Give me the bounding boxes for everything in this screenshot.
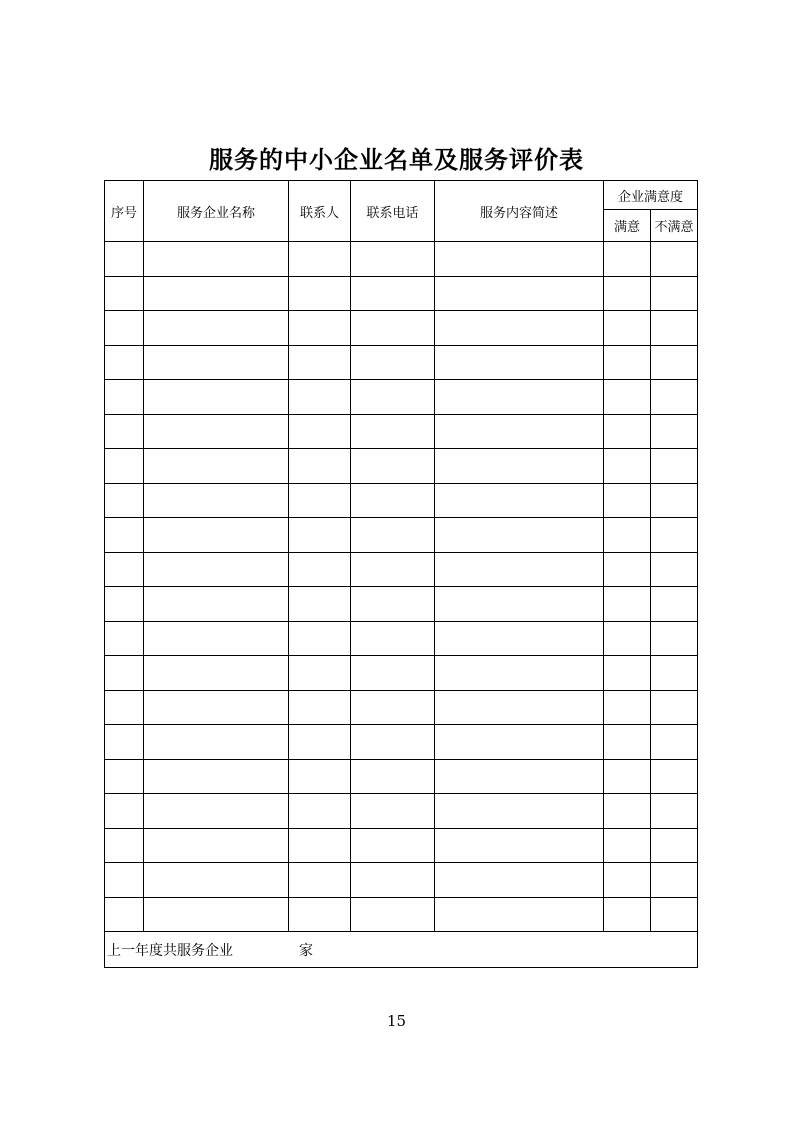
cell-contact-person[interactable] [289, 828, 351, 863]
cell-satisfied[interactable] [604, 759, 651, 794]
cell-contact-phone[interactable] [351, 276, 435, 311]
cell-service-desc[interactable] [435, 621, 604, 656]
page-title: 服务的中小企业名单及服务评价表 [209, 145, 584, 174]
cell-contact-person[interactable] [289, 656, 351, 691]
cell-seq[interactable] [105, 518, 144, 553]
cell-company-name[interactable] [144, 449, 289, 484]
cell-seq[interactable] [105, 414, 144, 449]
cell-unsatisfied[interactable] [651, 483, 698, 518]
cell-contact-person[interactable] [289, 587, 351, 622]
table-row [105, 725, 698, 760]
footer-prefix: 上一年度共服务企业 [107, 942, 233, 959]
evaluation-table [104, 180, 698, 968]
cell-unsatisfied[interactable] [651, 449, 698, 484]
page-number: 15 [386, 1012, 407, 1030]
cell-service-desc[interactable] [435, 414, 604, 449]
cell-satisfied[interactable] [604, 276, 651, 311]
cell-service-desc[interactable] [435, 483, 604, 518]
cell-satisfied[interactable] [604, 518, 651, 553]
cell-contact-phone[interactable] [351, 863, 435, 898]
cell-service-desc[interactable] [435, 276, 604, 311]
cell-contact-phone[interactable] [351, 552, 435, 587]
cell-contact-person[interactable] [289, 242, 351, 277]
cell-seq[interactable] [105, 587, 144, 622]
header-unsatisfied: 不满意 [651, 210, 698, 242]
cell-unsatisfied[interactable] [651, 242, 698, 277]
table-row [105, 759, 698, 794]
cell-unsatisfied[interactable] [651, 552, 698, 587]
cell-contact-person[interactable] [289, 414, 351, 449]
table-footer-row [105, 932, 698, 968]
cell-contact-person[interactable] [289, 794, 351, 829]
table-row [105, 380, 698, 415]
cell-seq[interactable] [105, 621, 144, 656]
cell-contact-phone[interactable] [351, 414, 435, 449]
cell-unsatisfied[interactable] [651, 311, 698, 346]
table-row [105, 242, 698, 277]
cell-seq[interactable] [105, 242, 144, 277]
cell-satisfied[interactable] [604, 656, 651, 691]
table-row [105, 449, 698, 484]
cell-contact-phone[interactable] [351, 897, 435, 932]
cell-service-desc[interactable] [435, 242, 604, 277]
cell-satisfied[interactable] [604, 414, 651, 449]
cell-seq[interactable] [105, 483, 144, 518]
cell-contact-phone[interactable] [351, 725, 435, 760]
cell-unsatisfied[interactable] [651, 690, 698, 725]
cell-satisfied[interactable] [604, 311, 651, 346]
cell-contact-phone[interactable] [351, 242, 435, 277]
cell-contact-person[interactable] [289, 863, 351, 898]
table-row [105, 863, 698, 898]
cell-satisfied[interactable] [604, 242, 651, 277]
cell-satisfied[interactable] [604, 345, 651, 380]
cell-unsatisfied[interactable] [651, 518, 698, 553]
cell-satisfied[interactable] [604, 794, 651, 829]
cell-satisfied[interactable] [604, 690, 651, 725]
table-row [105, 345, 698, 380]
cell-seq[interactable] [105, 725, 144, 760]
cell-company-name[interactable] [144, 690, 289, 725]
cell-unsatisfied[interactable] [651, 897, 698, 932]
cell-contact-phone[interactable] [351, 311, 435, 346]
cell-company-name[interactable] [144, 311, 289, 346]
table-row [105, 518, 698, 553]
cell-company-name[interactable] [144, 863, 289, 898]
cell-service-desc[interactable] [435, 759, 604, 794]
cell-satisfied[interactable] [604, 828, 651, 863]
cell-company-name[interactable] [144, 276, 289, 311]
cell-contact-person[interactable] [289, 518, 351, 553]
cell-seq[interactable] [105, 345, 144, 380]
cell-unsatisfied[interactable] [651, 794, 698, 829]
header-contact-person: 联系人 [289, 181, 351, 242]
cell-company-name[interactable] [144, 794, 289, 829]
cell-company-name[interactable] [144, 587, 289, 622]
cell-contact-phone[interactable] [351, 828, 435, 863]
cell-company-name[interactable] [144, 621, 289, 656]
cell-contact-person[interactable] [289, 483, 351, 518]
cell-contact-person[interactable] [289, 552, 351, 587]
cell-contact-person[interactable] [289, 897, 351, 932]
cell-satisfied[interactable] [604, 483, 651, 518]
cell-seq[interactable] [105, 656, 144, 691]
cell-company-name[interactable] [144, 345, 289, 380]
cell-contact-person[interactable] [289, 690, 351, 725]
cell-seq[interactable] [105, 897, 144, 932]
cell-unsatisfied[interactable] [651, 621, 698, 656]
cell-company-name[interactable] [144, 725, 289, 760]
cell-contact-person[interactable] [289, 345, 351, 380]
table-row [105, 552, 698, 587]
table-row [105, 690, 698, 725]
table-row [105, 414, 698, 449]
table-row [105, 483, 698, 518]
table-row [105, 587, 698, 622]
cell-seq[interactable] [105, 690, 144, 725]
cell-seq[interactable] [105, 794, 144, 829]
cell-contact-phone[interactable] [351, 690, 435, 725]
cell-contact-person[interactable] [289, 449, 351, 484]
cell-service-desc[interactable] [435, 587, 604, 622]
cell-seq[interactable] [105, 311, 144, 346]
cell-contact-person[interactable] [289, 621, 351, 656]
cell-unsatisfied[interactable] [651, 656, 698, 691]
table-row [105, 656, 698, 691]
table-row [105, 794, 698, 829]
cell-seq[interactable] [105, 449, 144, 484]
cell-contact-phone[interactable] [351, 656, 435, 691]
table-row [105, 897, 698, 932]
cell-satisfied[interactable] [604, 587, 651, 622]
cell-seq[interactable] [105, 380, 144, 415]
cell-company-name[interactable] [144, 483, 289, 518]
cell-company-name[interactable] [144, 897, 289, 932]
header-service-desc: 服务内容简述 [435, 181, 604, 242]
cell-satisfied[interactable] [604, 725, 651, 760]
cell-contact-phone[interactable] [351, 345, 435, 380]
cell-seq[interactable] [105, 759, 144, 794]
cell-company-name[interactable] [144, 759, 289, 794]
header-satisfied: 满意 [604, 210, 651, 242]
cell-service-desc[interactable] [435, 897, 604, 932]
header-seq: 序号 [105, 181, 144, 242]
cell-contact-phone[interactable] [351, 483, 435, 518]
header-contact-phone: 联系电话 [351, 181, 435, 242]
table-row [105, 311, 698, 346]
cell-service-desc[interactable] [435, 863, 604, 898]
cell-service-desc[interactable] [435, 518, 604, 553]
cell-contact-phone[interactable] [351, 518, 435, 553]
header-satisfaction: 企业满意度 [604, 181, 698, 210]
cell-seq[interactable] [105, 552, 144, 587]
cell-service-desc[interactable] [435, 345, 604, 380]
cell-contact-person[interactable] [289, 276, 351, 311]
cell-service-desc[interactable] [435, 794, 604, 829]
cell-satisfied[interactable] [604, 552, 651, 587]
cell-service-desc[interactable] [435, 449, 604, 484]
table-header-row [105, 181, 698, 210]
footer-cell [105, 932, 698, 968]
table-row [105, 621, 698, 656]
cell-unsatisfied[interactable] [651, 414, 698, 449]
cell-satisfied[interactable] [604, 621, 651, 656]
cell-seq[interactable] [105, 828, 144, 863]
cell-company-name[interactable] [144, 828, 289, 863]
table-row [105, 828, 698, 863]
cell-unsatisfied[interactable] [651, 863, 698, 898]
cell-contact-phone[interactable] [351, 621, 435, 656]
cell-unsatisfied[interactable] [651, 276, 698, 311]
cell-company-name[interactable] [144, 518, 289, 553]
cell-company-name[interactable] [144, 380, 289, 415]
cell-contact-phone[interactable] [351, 380, 435, 415]
cell-company-name[interactable] [144, 656, 289, 691]
table-row [105, 276, 698, 311]
cell-seq[interactable] [105, 276, 144, 311]
cell-service-desc[interactable] [435, 656, 604, 691]
table-body [105, 242, 698, 932]
cell-service-desc[interactable] [435, 552, 604, 587]
cell-contact-phone[interactable] [351, 759, 435, 794]
cell-service-desc[interactable] [435, 380, 604, 415]
cell-company-name[interactable] [144, 242, 289, 277]
cell-unsatisfied[interactable] [651, 828, 698, 863]
cell-company-name[interactable] [144, 552, 289, 587]
cell-satisfied[interactable] [604, 897, 651, 932]
cell-satisfied[interactable] [604, 863, 651, 898]
cell-contact-person[interactable] [289, 759, 351, 794]
cell-unsatisfied[interactable] [651, 345, 698, 380]
cell-satisfied[interactable] [604, 380, 651, 415]
cell-service-desc[interactable] [435, 311, 604, 346]
cell-company-name[interactable] [144, 414, 289, 449]
cell-service-desc[interactable] [435, 725, 604, 760]
cell-contact-person[interactable] [289, 311, 351, 346]
cell-contact-person[interactable] [289, 725, 351, 760]
cell-unsatisfied[interactable] [651, 587, 698, 622]
cell-contact-phone[interactable] [351, 794, 435, 829]
cell-contact-phone[interactable] [351, 449, 435, 484]
cell-unsatisfied[interactable] [651, 759, 698, 794]
cell-unsatisfied[interactable] [651, 725, 698, 760]
cell-seq[interactable] [105, 863, 144, 898]
cell-unsatisfied[interactable] [651, 380, 698, 415]
cell-service-desc[interactable] [435, 828, 604, 863]
cell-contact-phone[interactable] [351, 587, 435, 622]
cell-satisfied[interactable] [604, 449, 651, 484]
cell-service-desc[interactable] [435, 690, 604, 725]
cell-contact-person[interactable] [289, 380, 351, 415]
header-company-name: 服务企业名称 [144, 181, 289, 242]
footer-suffix: 家 [299, 942, 313, 959]
